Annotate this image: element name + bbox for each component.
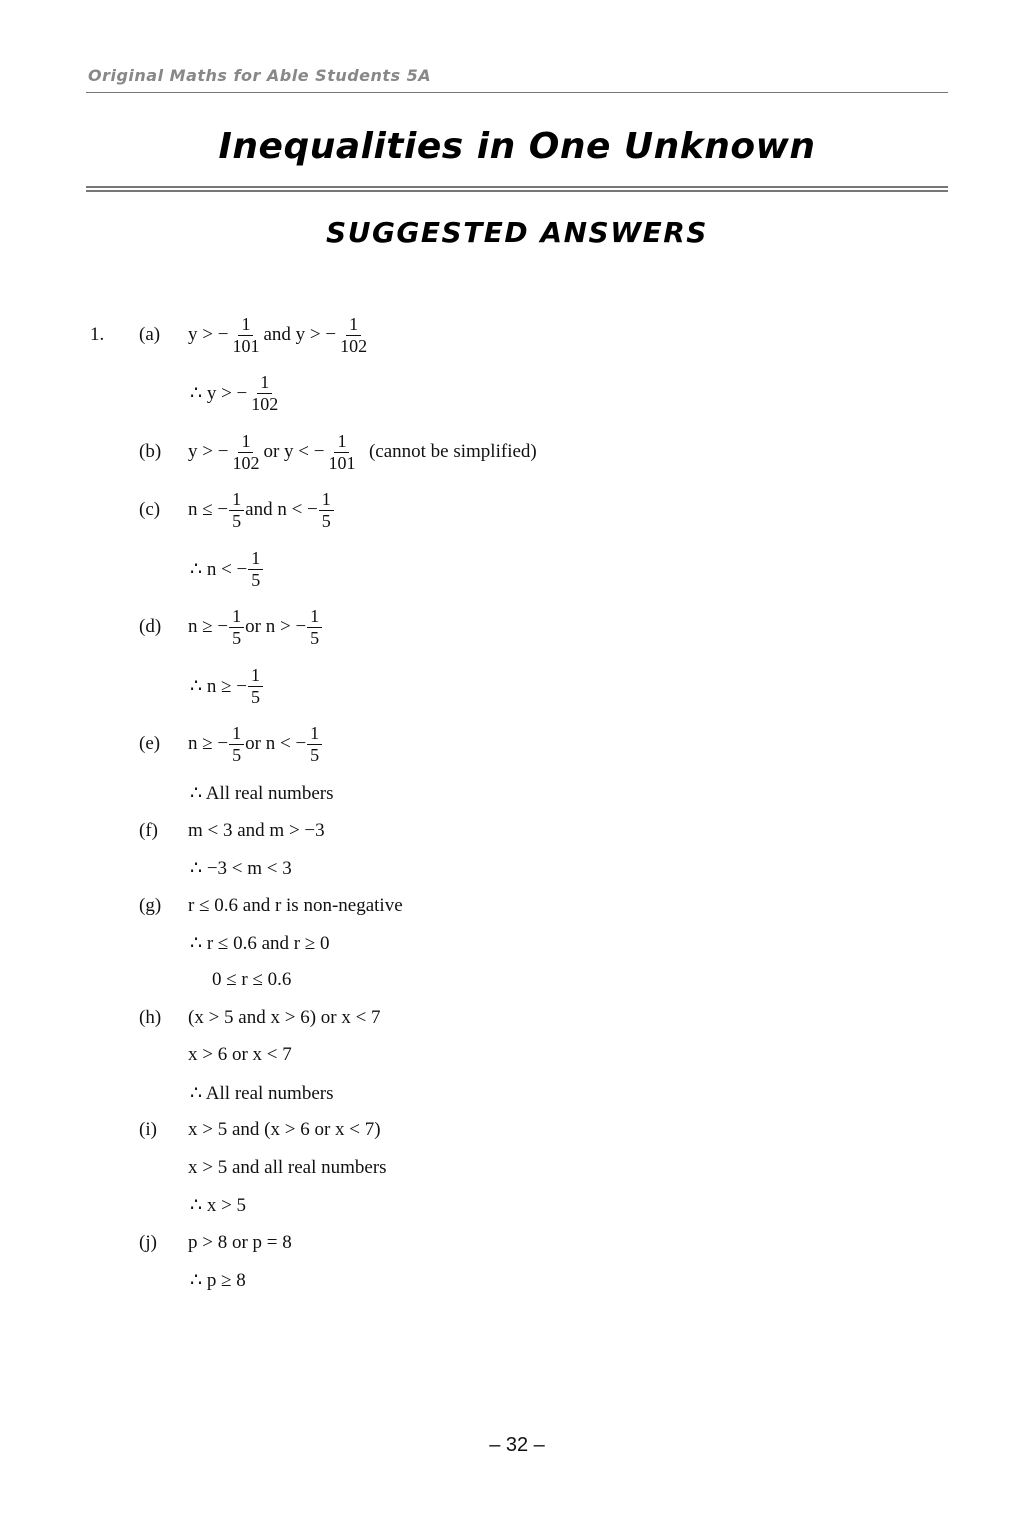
numerator: 1 bbox=[346, 314, 361, 336]
answer-row-j1 bbox=[0, 1223, 1034, 1263]
math-text: n ≥ − bbox=[188, 733, 229, 754]
part-label-c: (c) bbox=[139, 499, 161, 520]
denominator: 5 bbox=[321, 510, 331, 531]
denominator: 101 bbox=[232, 335, 260, 356]
math-text: or y < − bbox=[263, 441, 325, 462]
math-i1: x > 5 and (x > 6 or x < 7) bbox=[188, 1119, 381, 1140]
math-text: ∴ y > − bbox=[190, 382, 248, 404]
math-h2: x > 6 or x < 7 bbox=[188, 1044, 292, 1065]
fraction bbox=[337, 314, 370, 356]
answer-row-h1 bbox=[0, 998, 1034, 1038]
title-rule-bottom bbox=[86, 190, 948, 192]
denominator: 5 bbox=[232, 744, 242, 765]
answer-row-c2 bbox=[0, 549, 1034, 589]
math-j2: ∴ p ≥ 8 bbox=[190, 1269, 246, 1291]
numerator: 1 bbox=[238, 431, 253, 453]
math-g1: r ≤ 0.6 and r is non-negative bbox=[188, 895, 403, 916]
fraction bbox=[319, 489, 334, 531]
part-label-i: (i) bbox=[139, 1119, 157, 1140]
math-b1 bbox=[188, 431, 537, 473]
denominator: 5 bbox=[251, 569, 261, 590]
math-text: y > − bbox=[188, 324, 229, 345]
denominator: 5 bbox=[232, 627, 242, 648]
answer-row-e2 bbox=[0, 773, 1034, 813]
math-a2 bbox=[190, 372, 282, 414]
title-rule-top bbox=[86, 186, 948, 188]
answer-row-c1 bbox=[0, 490, 1034, 530]
math-text: or n > − bbox=[245, 616, 307, 637]
math-g2: ∴ r ≤ 0.6 and r ≥ 0 bbox=[190, 932, 330, 954]
math-text: n ≥ − bbox=[188, 616, 229, 637]
numerator: 1 bbox=[238, 314, 253, 336]
answer-row-h2 bbox=[0, 1035, 1034, 1075]
answer-row-g2 bbox=[0, 923, 1034, 963]
part-label-b: (b) bbox=[139, 441, 162, 462]
math-g3: 0 ≤ r ≤ 0.6 bbox=[212, 969, 292, 990]
answer-row-a2 bbox=[0, 373, 1034, 413]
section-heading: SUGGESTED ANSWERS bbox=[326, 216, 708, 249]
math-j1: p > 8 or p = 8 bbox=[188, 1232, 292, 1253]
numerator: 1 bbox=[229, 606, 244, 628]
question-number: 1. bbox=[90, 324, 105, 345]
running-header: Original Maths for Able Students 5A bbox=[88, 66, 432, 85]
part-label-d: (d) bbox=[139, 616, 162, 637]
fraction bbox=[229, 606, 244, 648]
denominator: 102 bbox=[340, 335, 368, 356]
chapter-title: Inequalities in One Unknown bbox=[218, 126, 816, 167]
fraction bbox=[248, 548, 263, 590]
denominator: 5 bbox=[310, 627, 320, 648]
math-e2: ∴ All real numbers bbox=[190, 782, 334, 804]
part-label-f: (f) bbox=[139, 820, 158, 841]
part-label-e: (e) bbox=[139, 733, 161, 754]
denominator: 5 bbox=[250, 686, 260, 707]
denominator: 101 bbox=[328, 452, 356, 473]
denominator: 5 bbox=[310, 744, 320, 765]
fraction bbox=[229, 489, 244, 531]
answer-row-i3 bbox=[0, 1185, 1034, 1225]
denominator: 102 bbox=[251, 393, 279, 414]
fraction bbox=[325, 431, 358, 473]
math-h3: ∴ All real numbers bbox=[190, 1082, 334, 1104]
numerator: 1 bbox=[229, 489, 244, 511]
math-text: n ≤ − bbox=[188, 499, 229, 520]
numerator: 1 bbox=[307, 723, 322, 745]
math-text: or n < − bbox=[245, 733, 307, 754]
math-c2 bbox=[190, 548, 264, 590]
math-text: y > − bbox=[188, 441, 229, 462]
header-rule bbox=[86, 92, 948, 93]
part-label-a: (a) bbox=[139, 324, 161, 345]
answer-row-g1 bbox=[0, 886, 1034, 926]
answer-row-b1 bbox=[0, 432, 1034, 472]
numerator: 1 bbox=[248, 548, 263, 570]
numerator: 1 bbox=[257, 372, 272, 394]
answer-row-f1 bbox=[0, 811, 1034, 851]
denominator: 102 bbox=[232, 452, 260, 473]
math-d1 bbox=[188, 606, 323, 648]
math-text: ∴ n < − bbox=[190, 558, 248, 580]
answer-row-d2 bbox=[0, 666, 1034, 706]
answer-row-a1 bbox=[0, 315, 1034, 355]
fraction bbox=[248, 665, 263, 707]
answer-row-g3 bbox=[0, 960, 1034, 1000]
fraction bbox=[248, 372, 281, 414]
answer-row-i2 bbox=[0, 1148, 1034, 1188]
math-e1 bbox=[188, 723, 323, 765]
numerator: 1 bbox=[319, 489, 334, 511]
math-f1: m < 3 and m > −3 bbox=[188, 820, 325, 841]
fraction bbox=[229, 314, 262, 356]
math-h1: (x > 5 and x > 6) or x < 7 bbox=[188, 1007, 381, 1028]
answer-row-i1 bbox=[0, 1110, 1034, 1150]
math-text: and n < − bbox=[245, 499, 318, 520]
fraction bbox=[229, 723, 244, 765]
part-label-j: (j) bbox=[139, 1232, 157, 1253]
part-label-g: (g) bbox=[139, 895, 162, 916]
math-note: (cannot be simplified) bbox=[359, 441, 537, 462]
math-c1 bbox=[188, 489, 335, 531]
math-d2 bbox=[190, 665, 264, 707]
page-number: – 32 – bbox=[489, 1434, 545, 1456]
fraction bbox=[307, 723, 322, 765]
fraction bbox=[307, 606, 322, 648]
answer-row-e1 bbox=[0, 724, 1034, 764]
denominator: 5 bbox=[232, 510, 242, 531]
numerator: 1 bbox=[229, 723, 244, 745]
math-text: ∴ n ≥ − bbox=[190, 675, 247, 697]
part-label-h: (h) bbox=[139, 1007, 162, 1028]
math-i2: x > 5 and all real numbers bbox=[188, 1157, 387, 1178]
numerator: 1 bbox=[248, 665, 263, 687]
numerator: 1 bbox=[334, 431, 349, 453]
answer-row-j2 bbox=[0, 1260, 1034, 1300]
answer-row-h3 bbox=[0, 1073, 1034, 1113]
fraction bbox=[229, 431, 262, 473]
math-a1 bbox=[188, 314, 371, 356]
math-text: and y > − bbox=[263, 324, 337, 345]
answer-row-f2 bbox=[0, 848, 1034, 888]
math-f2: ∴ −3 < m < 3 bbox=[190, 857, 292, 879]
numerator: 1 bbox=[307, 606, 322, 628]
math-i3: ∴ x > 5 bbox=[190, 1194, 247, 1216]
answer-row-d1 bbox=[0, 607, 1034, 647]
